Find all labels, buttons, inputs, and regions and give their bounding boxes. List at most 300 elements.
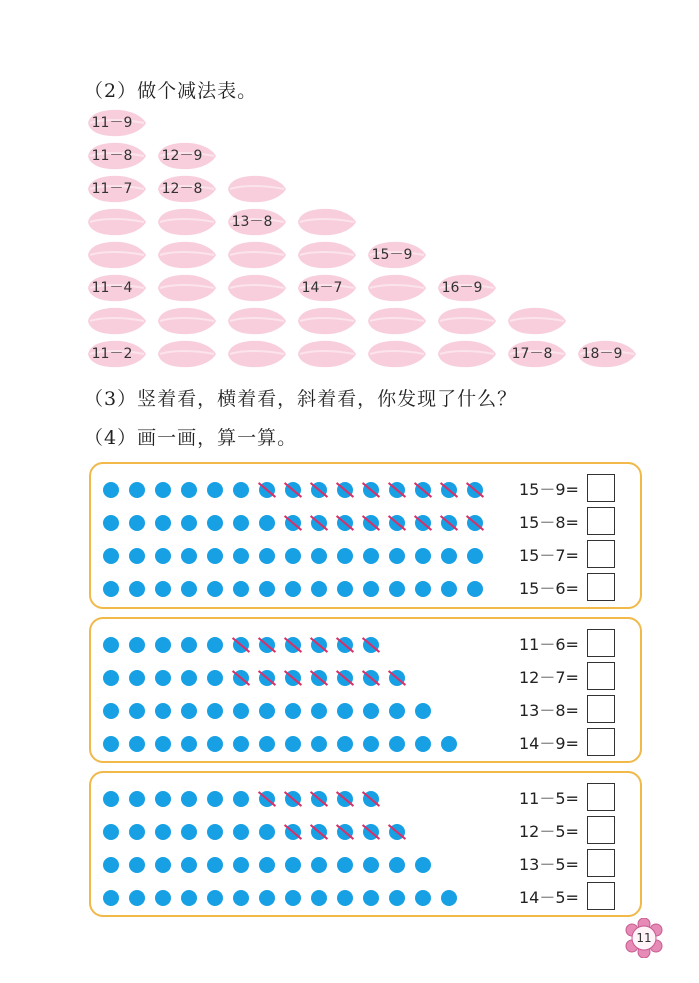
exercise-box-1 xyxy=(89,462,642,609)
dot xyxy=(103,548,119,564)
table-cell-petal xyxy=(434,305,498,337)
dot xyxy=(311,670,327,686)
dot xyxy=(233,890,249,906)
dot xyxy=(233,791,249,807)
crossed-out-mark xyxy=(362,791,380,807)
table-cell-petal xyxy=(434,272,498,304)
section-4-heading: （4）画一画，算一算。 xyxy=(84,427,298,449)
dot xyxy=(155,548,171,564)
dot xyxy=(103,791,119,807)
dot xyxy=(103,637,119,653)
table-cell-petal xyxy=(504,305,568,337)
crossed-out-mark xyxy=(466,482,484,498)
dot xyxy=(181,482,197,498)
dot xyxy=(233,857,249,873)
dot xyxy=(441,515,457,531)
page-number-badge xyxy=(622,918,666,958)
table-cell-text: 17－8 xyxy=(511,346,553,362)
dot xyxy=(207,581,223,597)
dot xyxy=(129,482,145,498)
table-cell-petal xyxy=(154,305,218,337)
table-cell-text xyxy=(294,338,350,370)
answer-box[interactable] xyxy=(587,540,615,568)
dot xyxy=(233,548,249,564)
dot xyxy=(285,482,301,498)
table-cell-petal xyxy=(84,338,148,370)
dot xyxy=(155,890,171,906)
table-cell-petal xyxy=(84,140,148,172)
dot xyxy=(389,890,405,906)
dot xyxy=(103,857,119,873)
dot xyxy=(285,824,301,840)
table-cell-petal xyxy=(294,338,358,370)
table-cell-petal xyxy=(84,239,148,271)
dot xyxy=(363,736,379,752)
dot xyxy=(181,548,197,564)
dot xyxy=(207,637,223,653)
dot xyxy=(467,482,483,498)
dot xyxy=(337,482,353,498)
table-cell-petal xyxy=(504,338,568,370)
crossed-out-mark xyxy=(284,482,302,498)
dot xyxy=(441,736,457,752)
answer-box[interactable] xyxy=(587,507,615,535)
dot xyxy=(415,736,431,752)
table-cell-petal xyxy=(364,338,428,370)
dot xyxy=(155,670,171,686)
dot xyxy=(233,515,249,531)
crossed-out-mark xyxy=(440,515,458,531)
dot xyxy=(181,515,197,531)
section-3-heading: （3）竖着看，横着看，斜着看，你发现了什么？ xyxy=(84,388,518,410)
dot xyxy=(129,857,145,873)
dot xyxy=(233,703,249,719)
table-cell-text xyxy=(294,305,350,337)
dot xyxy=(155,703,171,719)
table-cell-petal xyxy=(364,272,428,304)
dot xyxy=(129,581,145,597)
table-cell-text xyxy=(364,338,420,370)
dot xyxy=(207,703,223,719)
table-cell-petal xyxy=(154,239,218,271)
dot xyxy=(311,703,327,719)
table-cell-text: 16－9 xyxy=(441,280,483,296)
table-cell-text xyxy=(154,338,210,370)
dot xyxy=(129,791,145,807)
table-cell-text: 12－8 xyxy=(161,181,203,197)
dot xyxy=(259,703,275,719)
dot xyxy=(415,890,431,906)
dot xyxy=(311,791,327,807)
dot xyxy=(285,581,301,597)
dot xyxy=(337,703,353,719)
crossed-out-mark xyxy=(414,515,432,531)
equation-text: 15－8= xyxy=(519,513,579,532)
answer-box[interactable] xyxy=(587,816,615,844)
dot xyxy=(441,482,457,498)
dot xyxy=(181,703,197,719)
dot xyxy=(389,857,405,873)
dot xyxy=(181,736,197,752)
dot xyxy=(389,548,405,564)
dot xyxy=(155,824,171,840)
table-cell-petal xyxy=(224,206,288,238)
table-cell-text xyxy=(364,305,420,337)
dot xyxy=(337,515,353,531)
dot xyxy=(181,890,197,906)
dot xyxy=(311,637,327,653)
equation-text: 12－5= xyxy=(519,822,579,841)
dot xyxy=(233,670,249,686)
equation-text: 13－5= xyxy=(519,855,579,874)
dot xyxy=(467,548,483,564)
dot xyxy=(389,736,405,752)
equation-text: 11－5= xyxy=(519,789,579,808)
crossed-out-mark xyxy=(362,637,380,653)
dot xyxy=(363,581,379,597)
crossed-out-mark xyxy=(258,637,276,653)
dot xyxy=(181,857,197,873)
crossed-out-mark xyxy=(258,670,276,686)
dot xyxy=(389,482,405,498)
dot xyxy=(389,581,405,597)
table-cell-text: 18－9 xyxy=(581,346,623,362)
dot xyxy=(181,581,197,597)
table-cell-text xyxy=(434,338,490,370)
dot xyxy=(103,824,119,840)
dot xyxy=(103,515,119,531)
table-cell-text xyxy=(84,206,140,238)
dot xyxy=(311,736,327,752)
table-cell-text: 14－7 xyxy=(301,280,343,296)
dot xyxy=(259,824,275,840)
crossed-out-mark xyxy=(310,791,328,807)
table-cell-petal xyxy=(84,107,148,139)
dot xyxy=(207,791,223,807)
dot xyxy=(441,890,457,906)
dot xyxy=(103,581,119,597)
dot xyxy=(389,703,405,719)
dot xyxy=(129,670,145,686)
dot xyxy=(129,548,145,564)
dot xyxy=(155,482,171,498)
dot xyxy=(441,548,457,564)
dot xyxy=(129,703,145,719)
dot xyxy=(363,824,379,840)
dot xyxy=(311,482,327,498)
dot xyxy=(337,890,353,906)
table-cell-petal xyxy=(364,239,428,271)
equation-text: 12－7= xyxy=(519,668,579,687)
dot xyxy=(181,670,197,686)
table-cell-petal xyxy=(84,305,148,337)
dot xyxy=(207,482,223,498)
dot xyxy=(285,637,301,653)
dot xyxy=(129,890,145,906)
crossed-out-mark xyxy=(466,515,484,531)
dot xyxy=(259,637,275,653)
answer-box[interactable] xyxy=(587,882,615,910)
answer-box[interactable] xyxy=(587,629,615,657)
crossed-out-mark xyxy=(284,515,302,531)
table-cell-text xyxy=(84,305,140,337)
dot xyxy=(415,857,431,873)
answer-box[interactable] xyxy=(587,695,615,723)
table-cell-text: 11－8 xyxy=(91,148,133,164)
dot xyxy=(103,890,119,906)
table-cell-petal xyxy=(224,239,288,271)
crossed-out-mark xyxy=(284,791,302,807)
crossed-out-mark xyxy=(336,482,354,498)
table-cell-text xyxy=(224,173,280,205)
table-cell-text xyxy=(294,206,350,238)
dot xyxy=(337,736,353,752)
dot xyxy=(311,548,327,564)
dot xyxy=(259,791,275,807)
table-cell-text: 11－4 xyxy=(91,280,133,296)
dot xyxy=(259,515,275,531)
table-cell-petal xyxy=(294,206,358,238)
table-cell-petal xyxy=(224,173,288,205)
crossed-out-mark xyxy=(388,482,406,498)
answer-box[interactable] xyxy=(587,662,615,690)
dot xyxy=(363,515,379,531)
table-cell-petal xyxy=(84,272,148,304)
dot xyxy=(285,670,301,686)
table-cell-text xyxy=(364,272,420,304)
page-number: 11 xyxy=(636,931,652,945)
table-cell-petal xyxy=(224,305,288,337)
dot xyxy=(207,736,223,752)
dot xyxy=(259,890,275,906)
dot xyxy=(389,670,405,686)
table-cell-text: 12－9 xyxy=(161,148,203,164)
crossed-out-mark xyxy=(362,670,380,686)
dot xyxy=(155,637,171,653)
dot xyxy=(103,670,119,686)
dot xyxy=(285,791,301,807)
table-cell-text: 11－7 xyxy=(91,181,133,197)
dot xyxy=(155,857,171,873)
dot xyxy=(129,637,145,653)
table-cell-petal xyxy=(154,272,218,304)
dot xyxy=(181,637,197,653)
table-cell-petal xyxy=(84,173,148,205)
dot xyxy=(259,482,275,498)
table-cell-text xyxy=(434,305,490,337)
dot xyxy=(103,482,119,498)
crossed-out-mark xyxy=(258,791,276,807)
crossed-out-mark xyxy=(310,515,328,531)
table-cell-petal xyxy=(154,173,218,205)
dot xyxy=(129,736,145,752)
dot xyxy=(233,637,249,653)
dot xyxy=(181,791,197,807)
equation-text: 15－6= xyxy=(519,579,579,598)
dot xyxy=(311,857,327,873)
dot xyxy=(441,581,457,597)
dot xyxy=(337,581,353,597)
dot xyxy=(233,482,249,498)
dot xyxy=(337,637,353,653)
dot xyxy=(311,581,327,597)
dot xyxy=(129,515,145,531)
dot xyxy=(285,515,301,531)
crossed-out-mark xyxy=(336,515,354,531)
crossed-out-mark xyxy=(362,482,380,498)
dot xyxy=(155,581,171,597)
dot xyxy=(207,857,223,873)
dot xyxy=(207,824,223,840)
dot xyxy=(259,670,275,686)
dot xyxy=(181,824,197,840)
answer-box[interactable] xyxy=(587,474,615,502)
dot xyxy=(207,548,223,564)
table-cell-petal xyxy=(294,239,358,271)
dot xyxy=(415,548,431,564)
exercise-box-3 xyxy=(89,771,642,917)
dot xyxy=(155,515,171,531)
dot xyxy=(363,703,379,719)
crossed-out-mark xyxy=(362,824,380,840)
dot xyxy=(337,791,353,807)
crossed-out-mark xyxy=(284,637,302,653)
dot xyxy=(415,515,431,531)
crossed-out-mark xyxy=(284,670,302,686)
table-cell-text: 13－8 xyxy=(231,214,273,230)
table-cell-text: 15－9 xyxy=(371,247,413,263)
table-cell-text xyxy=(224,305,280,337)
dot xyxy=(311,515,327,531)
table-cell-text xyxy=(224,338,280,370)
dot xyxy=(259,548,275,564)
dot xyxy=(337,857,353,873)
dot xyxy=(415,482,431,498)
table-cell-petal xyxy=(154,206,218,238)
table-cell-petal xyxy=(294,305,358,337)
dot xyxy=(363,890,379,906)
table-cell-text xyxy=(294,239,350,271)
dot xyxy=(103,736,119,752)
dot xyxy=(207,515,223,531)
table-cell-text xyxy=(154,272,210,304)
dot xyxy=(259,736,275,752)
equation-text: 11－6= xyxy=(519,635,579,654)
dot xyxy=(337,548,353,564)
table-cell-text: 11－2 xyxy=(91,346,133,362)
dot xyxy=(415,703,431,719)
table-cell-text xyxy=(84,239,140,271)
crossed-out-mark xyxy=(336,791,354,807)
equation-text: 14－9= xyxy=(519,734,579,753)
table-cell-text: 11－9 xyxy=(91,115,133,131)
crossed-out-mark xyxy=(258,482,276,498)
table-cell-petal xyxy=(574,338,638,370)
equation-text: 15－7= xyxy=(519,546,579,565)
table-cell-petal xyxy=(224,272,288,304)
dot xyxy=(155,791,171,807)
crossed-out-mark xyxy=(388,824,406,840)
crossed-out-mark xyxy=(284,824,302,840)
table-cell-petal xyxy=(434,338,498,370)
dot xyxy=(389,515,405,531)
crossed-out-mark xyxy=(336,824,354,840)
answer-box[interactable] xyxy=(587,849,615,877)
dot xyxy=(207,890,223,906)
table-cell-petal xyxy=(154,140,218,172)
crossed-out-mark xyxy=(414,482,432,498)
dot xyxy=(155,736,171,752)
dot xyxy=(103,703,119,719)
dot xyxy=(285,857,301,873)
table-cell-text xyxy=(504,305,560,337)
crossed-out-mark xyxy=(232,670,250,686)
section-2-heading: （2）做个减法表。 xyxy=(84,80,258,102)
crossed-out-mark xyxy=(310,824,328,840)
answer-box[interactable] xyxy=(587,728,615,756)
crossed-out-mark xyxy=(232,637,250,653)
dot xyxy=(259,581,275,597)
equation-text: 13－8= xyxy=(519,701,579,720)
crossed-out-mark xyxy=(388,670,406,686)
crossed-out-mark xyxy=(310,482,328,498)
dot xyxy=(363,857,379,873)
dot xyxy=(233,736,249,752)
table-cell-petal xyxy=(84,206,148,238)
dot xyxy=(467,581,483,597)
table-cell-text xyxy=(224,239,280,271)
dot xyxy=(233,824,249,840)
crossed-out-mark xyxy=(388,515,406,531)
answer-box[interactable] xyxy=(587,573,615,601)
table-cell-petal xyxy=(364,305,428,337)
crossed-out-mark xyxy=(440,482,458,498)
equation-text: 14－5= xyxy=(519,888,579,907)
table-cell-text xyxy=(154,305,210,337)
dot xyxy=(415,581,431,597)
dot xyxy=(207,670,223,686)
crossed-out-mark xyxy=(336,637,354,653)
exercise-box-2 xyxy=(89,617,642,763)
table-cell-text xyxy=(154,239,210,271)
crossed-out-mark xyxy=(310,637,328,653)
crossed-out-mark xyxy=(310,670,328,686)
dot xyxy=(285,890,301,906)
dot xyxy=(311,824,327,840)
dot xyxy=(363,637,379,653)
dot xyxy=(233,581,249,597)
dot xyxy=(389,824,405,840)
dot xyxy=(363,670,379,686)
dot xyxy=(363,548,379,564)
dot xyxy=(337,670,353,686)
table-cell-text xyxy=(224,272,280,304)
equation-text: 15－9= xyxy=(519,480,579,499)
table-cell-petal xyxy=(294,272,358,304)
dot xyxy=(129,824,145,840)
crossed-out-mark xyxy=(362,515,380,531)
table-cell-petal xyxy=(224,338,288,370)
table-cell-petal xyxy=(154,338,218,370)
dot xyxy=(363,482,379,498)
dot xyxy=(311,890,327,906)
table-cell-text xyxy=(154,206,210,238)
dot xyxy=(467,515,483,531)
dot xyxy=(285,548,301,564)
dot xyxy=(363,791,379,807)
answer-box[interactable] xyxy=(587,783,615,811)
dot xyxy=(259,857,275,873)
